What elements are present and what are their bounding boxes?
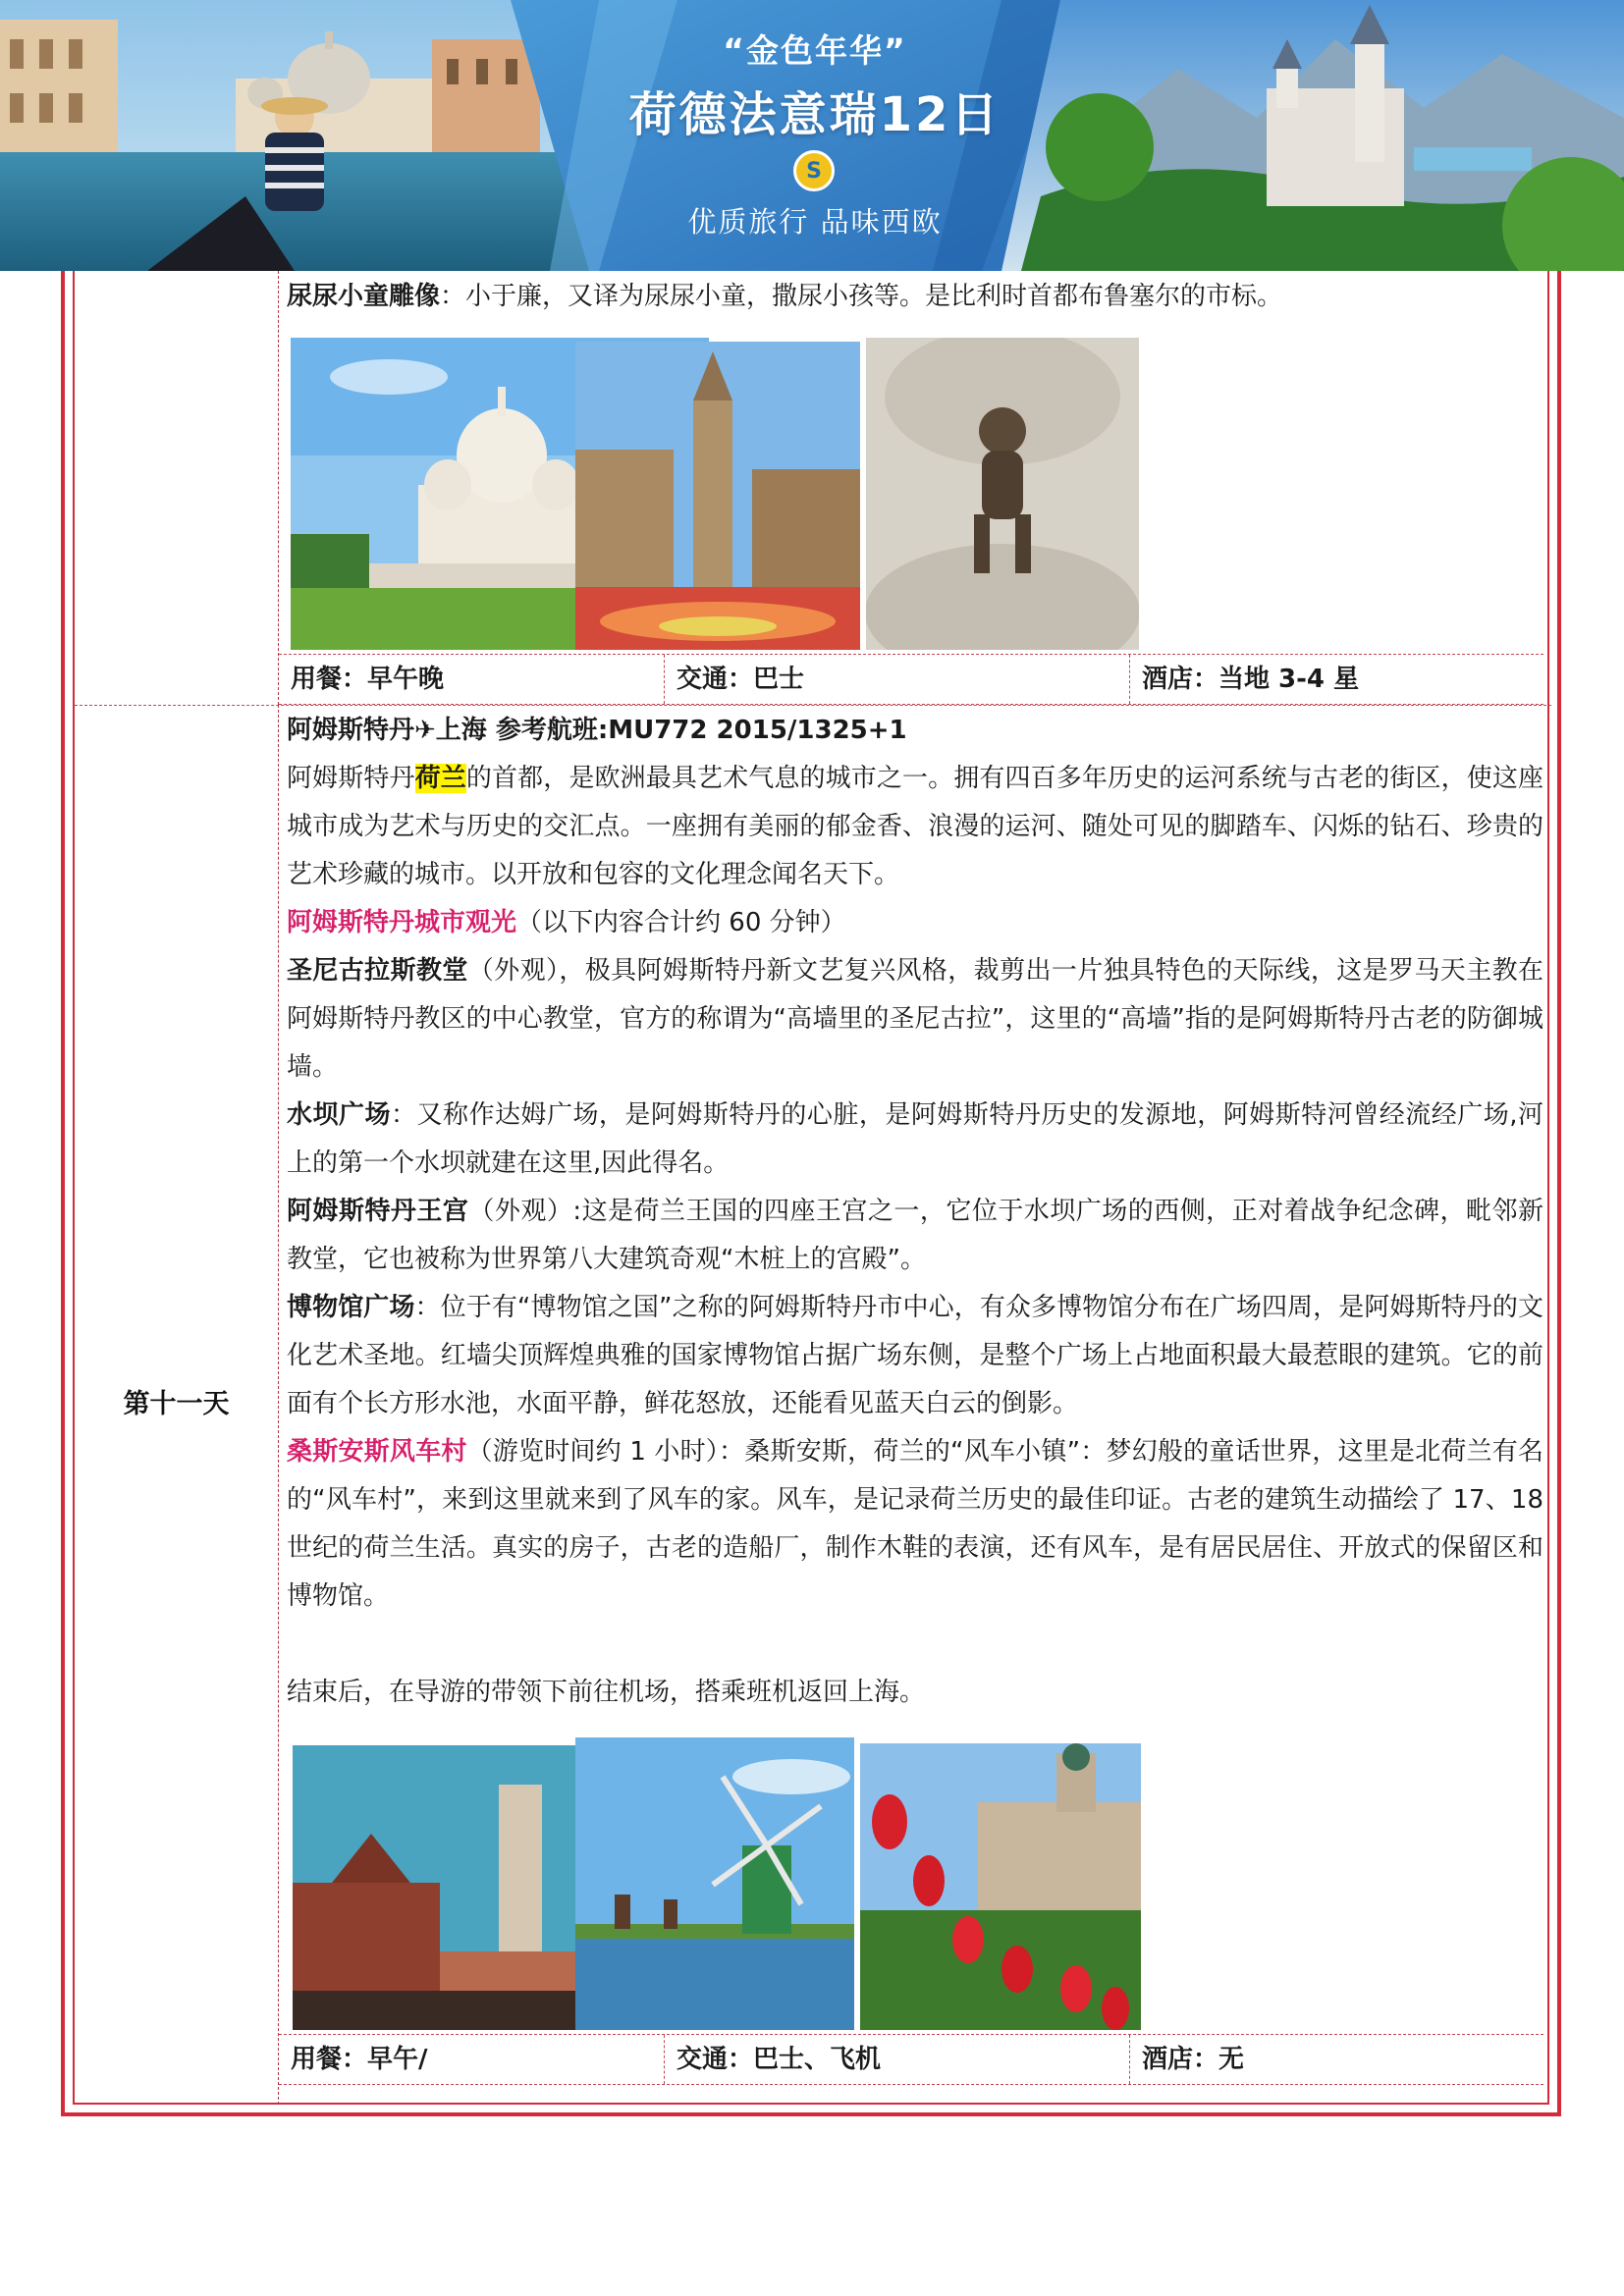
brand-logo-glyph: S [806, 159, 822, 184]
sight-dam-square [287, 1092, 1543, 1188]
sight-name: 水坝广场 [287, 1100, 391, 1130]
sight-text: （外观）:这是荷兰王国的四座王宫之一，它位于水坝广场的西侧，正对着战争纪念碑，毗邻新教堂，它也被称为世界第八大建筑奇观“木桩上的宫殿”。 [287, 1197, 1543, 1274]
sight-text: ：位于有“博物馆之国”之称的阿姆斯特丹市中心，有众多博物馆分布在广场四周，是阿姆斯特丹的文化艺术圣地。红墙尖顶辉煌典雅的国家博物馆占据广场东侧，是整个广场上占地面积最大最惹眼的建筑。它的前面有个长方形水池，水面平静，鲜花怒放，还能看见蓝天白云的倒影。 [287, 1293, 1543, 1418]
city-tour-heading [287, 899, 1543, 947]
zaanse-schans-paragraph [287, 1428, 1543, 1621]
sight-text: ：又称作达姆广场，是阿姆斯特丹的心脏，是阿姆斯特丹历史的发源地，阿姆斯特河曾经流经广场,河上的第一个水坝就建在这里,因此得名。 [287, 1100, 1543, 1178]
banner-text-group [550, 0, 1080, 271]
day11-meals: 用餐：早午/ [291, 2045, 428, 2074]
brand-logo [793, 150, 835, 191]
itinerary-table [73, 271, 1549, 2105]
photo-manneken-pis [866, 338, 1139, 650]
header-banner [0, 0, 1624, 271]
day10-transport: 交通：巴士 [664, 655, 1129, 704]
amsterdam-intro-pre: 阿姆斯特丹 [287, 764, 415, 793]
manneken-pis-text: ：小于廉，又译为尿尿小童，撒尿小孩等。是比利时首都布鲁塞尔的市标。 [440, 282, 1283, 311]
sight-text: （外观），极具阿姆斯特丹新文艺复兴风格，裁剪出一片独具特色的天际线，这是罗马天主教在阿姆斯特丹教区的中心教堂，官方的称谓为“高墙里的圣尼古拉”，这里的“高墙”指的是阿姆斯特丹古老的防御城墙。 [287, 956, 1543, 1082]
city-tour-title: 阿姆斯特丹城市观光 [287, 908, 517, 937]
day10-content [287, 271, 1543, 705]
day10-meals: 用餐：早午晚 [291, 665, 445, 694]
photo-grand-place [575, 342, 860, 650]
sight-st-nicholas [287, 947, 1543, 1092]
photo-tulips-palace [860, 1743, 1141, 2030]
banner-title: 荷德法意瑞12日 [628, 87, 1001, 142]
day11-label-column [75, 705, 279, 2105]
day11-info-row [279, 2034, 1543, 2085]
banner-tagline: 优质旅行 品味西欧 [687, 205, 943, 239]
closing-text: 结束后，在导游的带领下前往机场，搭乘班机返回上海。 [287, 1678, 926, 1707]
blank-line [287, 1621, 1543, 1669]
zaanse-schans-title: 桑斯安斯风车村 [287, 1437, 467, 1467]
sight-museum-square [287, 1284, 1543, 1428]
day10-info-row [279, 654, 1543, 705]
amsterdam-intro-highlight: 荷兰 [414, 764, 466, 793]
photo-windmills [575, 1737, 854, 2030]
day10-hotel: 酒店：当地 3-4 星 [1129, 655, 1543, 704]
itinerary-frame [61, 271, 1561, 2116]
city-tour-note: （以下内容合计约 60 分钟） [516, 908, 846, 937]
day11-route: 阿姆斯特丹✈上海 参考航班:MU772 2015/1325+1 [287, 716, 907, 745]
sight-name: 圣尼古拉斯教堂 [287, 956, 468, 986]
sight-name: 阿姆斯特丹王宫 [287, 1197, 469, 1226]
amsterdam-intro-post: 的首都，是欧洲最具艺术气息的城市之一。拥有四百多年历史的运河系统与古老的街区，使这座城市成为艺术与历史的交汇点。一座拥有美丽的郁金香、浪漫的运河、随处可见的脚踏车、闪烁的钻石、珍贵的艺术珍藏的城市。以开放和包容的文化理念闻名天下。 [287, 764, 1543, 889]
day11-content [287, 705, 1543, 2105]
manneken-pis-title: 尿尿小童雕像 [287, 282, 441, 311]
day11-text-block [287, 707, 1543, 1717]
banner-slogan: “金色年华” [723, 31, 907, 70]
day11-transport: 交通：巴士、飞机 [664, 2035, 1129, 2084]
zaanse-schans-text: （游览时间约 1 小时）：桑斯安斯，荷兰的“风车小镇”：梦幻般的童话世界，这里是北荷兰有名的“风车村”，来到这里就来到了风车的家。风车，是记录荷兰历史的最佳印证。古老的建筑生动描绘了 17、18 世纪的荷兰生活。真实的房子，古老的造船厂，制作木鞋的表演，还有风车，是有居民居住、开放式的保留区和博物馆。 [287, 1437, 1543, 1611]
day11-hotel: 酒店：无 [1129, 2035, 1543, 2084]
day11-label: 第十一天 [123, 1389, 230, 1419]
manneken-pis-paragraph [287, 273, 1543, 321]
sight-name: 博物馆广场 [287, 1293, 415, 1322]
day10-label-column [75, 271, 279, 705]
amsterdam-intro [287, 755, 1543, 899]
sight-royal-palace [287, 1188, 1543, 1284]
